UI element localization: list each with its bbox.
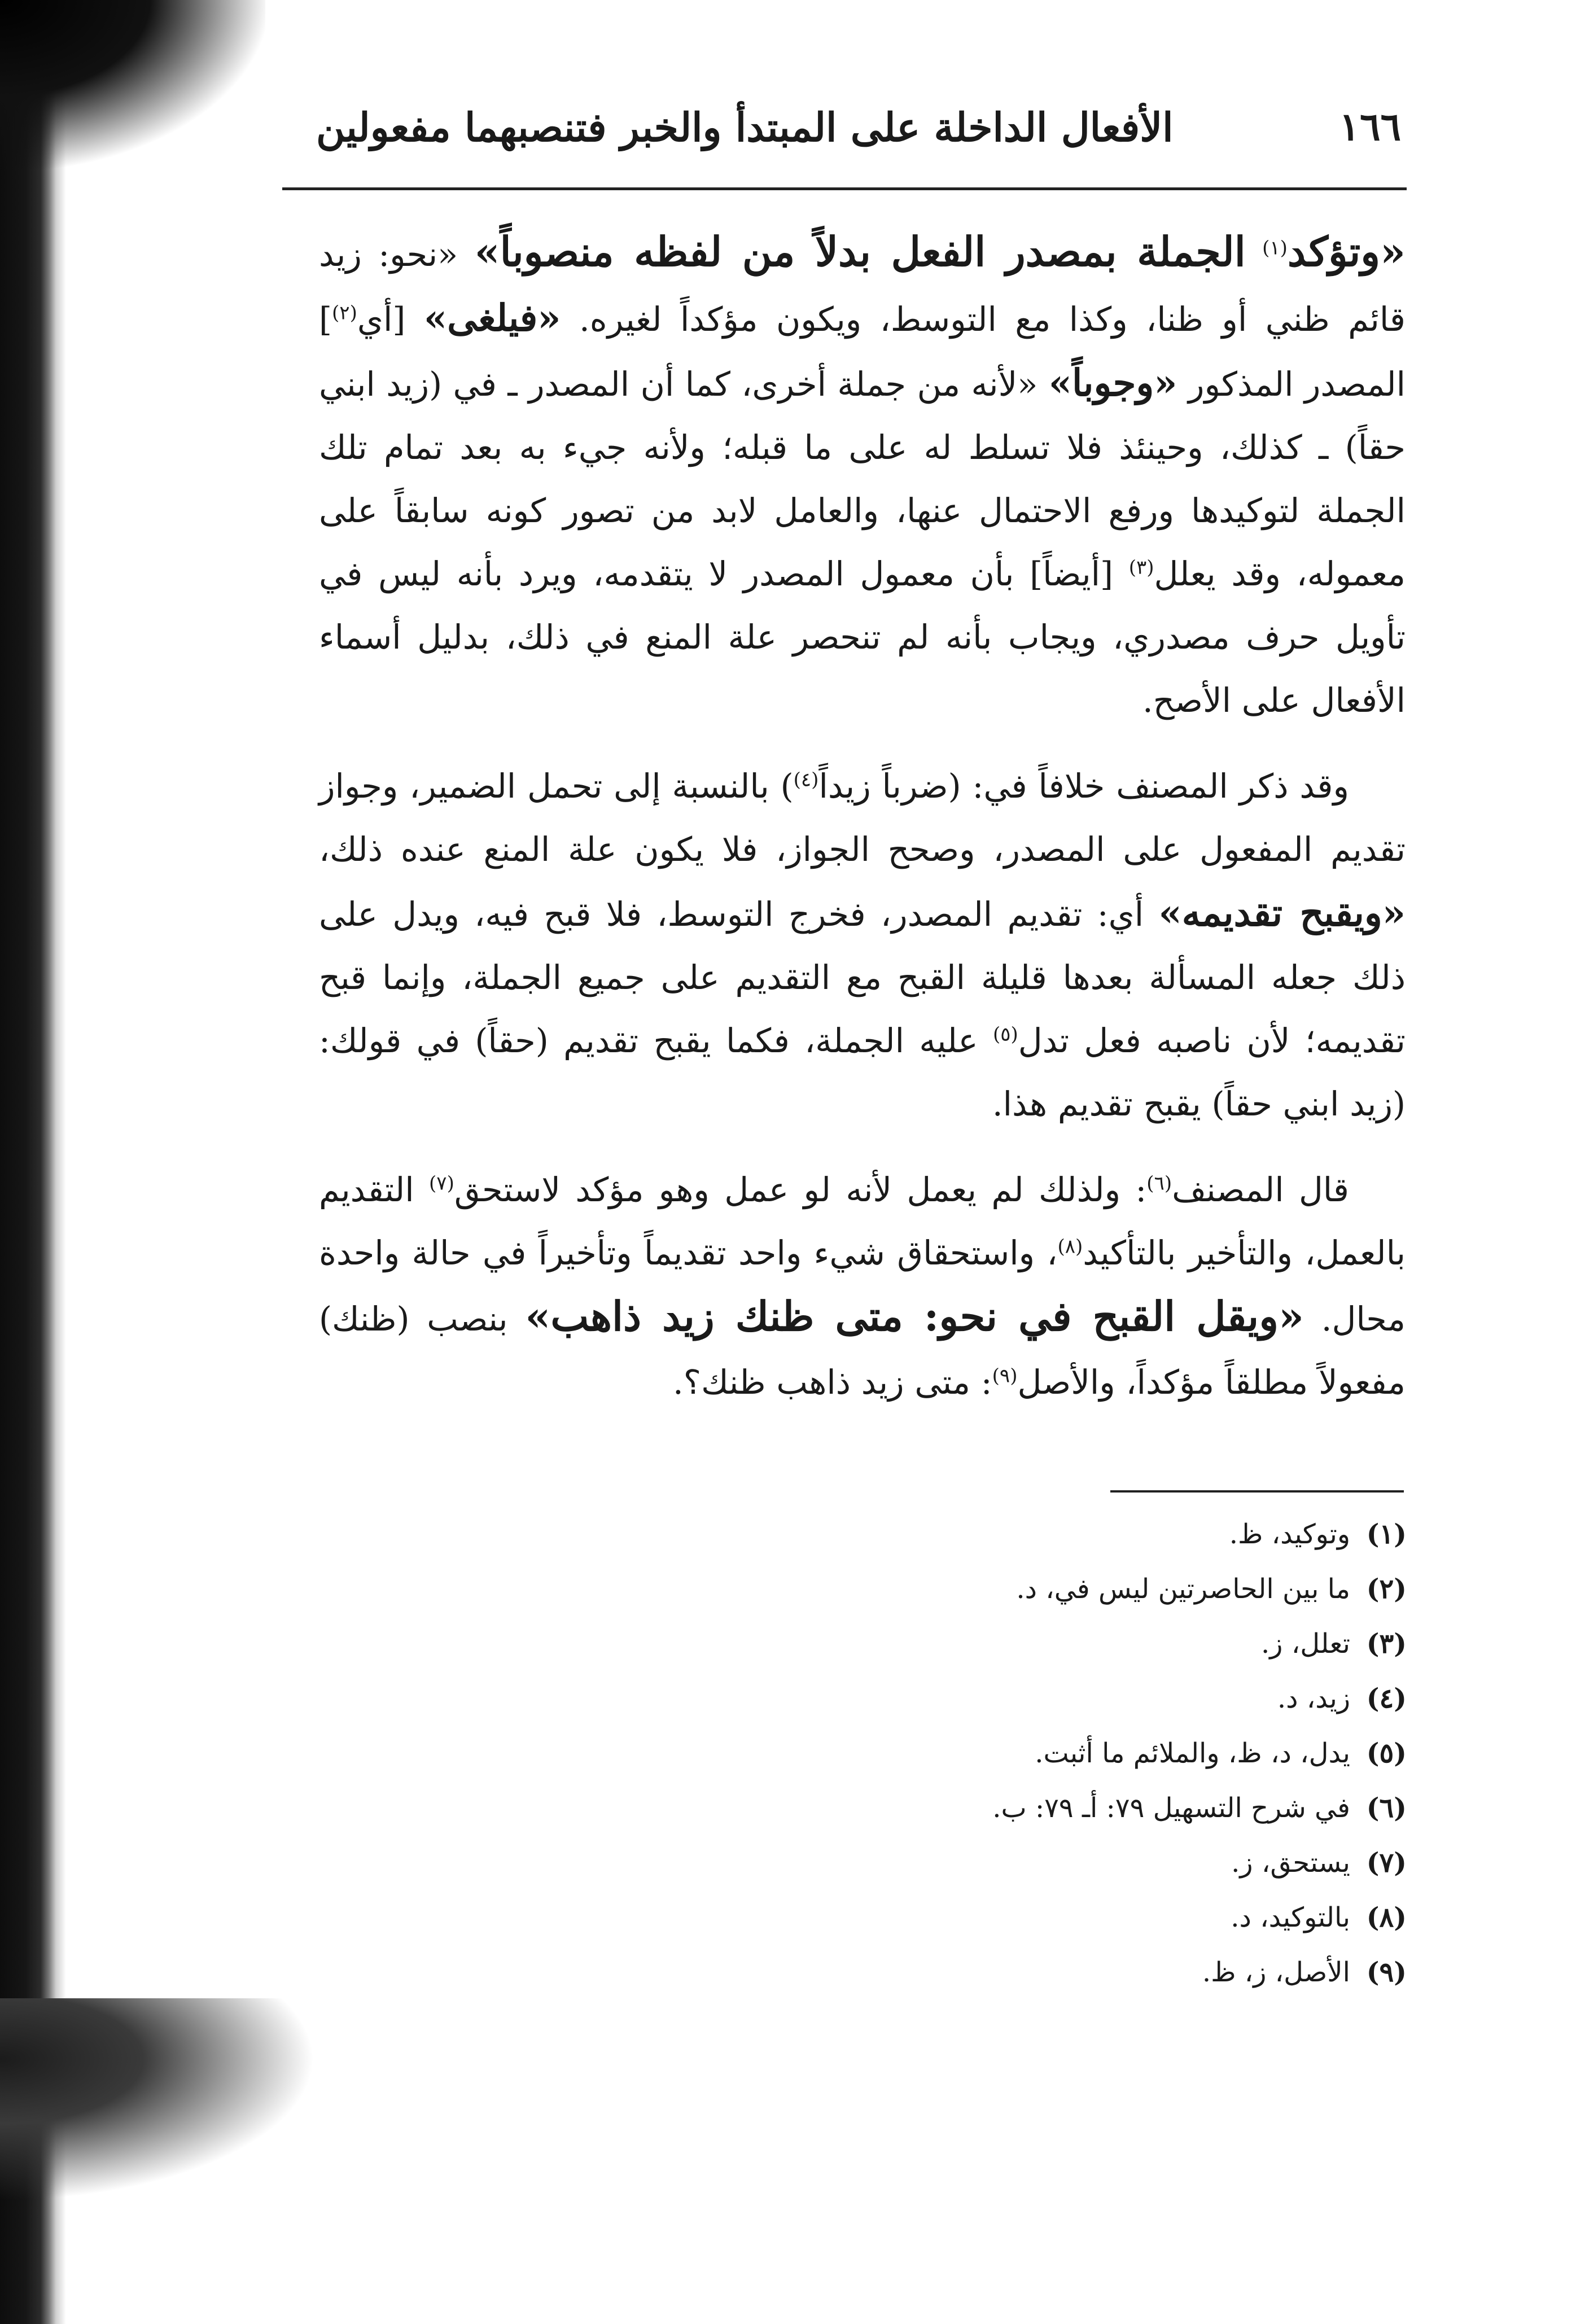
footnote-number: (٧)	[1366, 1847, 1407, 1879]
footnote-item	[673, 1671, 1407, 1726]
paragraph-3	[319, 1158, 1406, 1414]
footnote-text: في شرح التسهيل ٧٩: أـ ٧٩: ب.	[992, 1792, 1350, 1824]
matn-quote: «وتؤكد	[1287, 227, 1406, 275]
footnote-item	[673, 1890, 1407, 1945]
footnote-number: (٤)	[1366, 1683, 1407, 1714]
commentary-text: عليه الجملة، فكما يقبح تقديم (حقاً) في قولك: (زيد ابني حقاً) يقبح تقديم هذا.	[319, 1021, 1406, 1123]
footnote-number: (٩)	[1366, 1957, 1407, 1988]
commentary-text: [أي	[357, 300, 406, 339]
footnote-text: الأصل، ز، ظ.	[1202, 1957, 1350, 1988]
footnote-item	[673, 1562, 1407, 1617]
footnote-ref: (٤)	[793, 768, 819, 791]
page-number: ١٦٦	[1339, 104, 1401, 150]
main-text	[319, 220, 1406, 1437]
commentary-text: «لأنه من جملة أخرى، كما أن المصدر ـ في (زيد ابني حقاً) ـ كذلك، وحينئذ فلا تسلط له على ما قبله؛ ولأنه جيء به بعد تمام تلك الجملة لتوكيدها ورفع الاحتمال عنها، والعامل لابد من تصور كونه سابقاً على معموله، وقد يعلل	[319, 365, 1406, 593]
paragraph-1	[319, 220, 1406, 732]
page-header	[316, 85, 1401, 169]
footnote-rule	[1110, 1490, 1404, 1493]
footnote-ref: (٥)	[992, 1023, 1018, 1046]
matn-quote: «ويقل القبح في نحو: متى ظنك زيد ذاهب»	[525, 1292, 1304, 1340]
footnote-text: ما بين الحاصرتين ليس في، د.	[1016, 1573, 1350, 1605]
scan-corner-shadow-top	[0, 0, 265, 169]
commentary-text: : ولذلك لم يعمل لأنه لو عمل وهو مؤكد لاستحق	[454, 1170, 1147, 1209]
footnote-number: (٣)	[1366, 1628, 1407, 1660]
footnote-ref: (١)	[1262, 237, 1288, 260]
commentary-text: [أيضاً] بأن معمول المصدر لا يتقدمه، ويرد بأنه ليس في تأويل حرف مصدري، ويجاب بأنه لم تنحصر علة المنع في ذلك، بدليل أسماء الأفعال على الأصح.	[319, 554, 1406, 720]
footnote-text: بالتوكيد، د.	[1231, 1902, 1350, 1933]
footnotes	[673, 1507, 1407, 2000]
matn-quote: «فيلغى»	[423, 296, 561, 340]
footnote-ref: (٨)	[1057, 1235, 1083, 1258]
commentary-text: ] المصدر المذكور	[319, 300, 1406, 404]
paragraph-2	[319, 755, 1406, 1136]
running-title: الأفعال الداخلة على المبتدأ والخبر فتنصبهما مفعولين	[316, 103, 1174, 151]
commentary-text: وقد ذكر المصنف خلافاً في: (ضرباً زيداً	[818, 767, 1349, 806]
footnote-text: يستحق، ز.	[1231, 1847, 1350, 1879]
footnote-number: (٨)	[1366, 1902, 1407, 1933]
matn-quote: الجملة بمصدر الفعل بدلاً من لفظه منصوباً»	[474, 227, 1246, 275]
footnote-text: يدل، د، ظ، والملائم ما أثبت.	[1035, 1737, 1350, 1769]
footnote-item	[673, 1781, 1407, 1836]
commentary-text: «نحو: زيد قائم ظني أو ظنا، وكذا مع التوسط، ويكون مؤكداً لغيره.	[319, 235, 1406, 339]
footnote-item	[673, 1617, 1407, 1671]
commentary-text: بنصب (ظنك) مفعولاً مطلقاً مؤكداً، والأصل	[319, 1299, 1406, 1402]
footnote-ref: (٣)	[1128, 556, 1154, 579]
commentary-text: : متى زيد ذاهب ظنك؟.	[673, 1363, 992, 1402]
header-rule	[282, 187, 1407, 190]
commentary-text: قال المصنف	[1172, 1170, 1349, 1209]
footnote-number: (٦)	[1366, 1792, 1407, 1824]
matn-quote: «ويقبح تقديمه»	[1158, 891, 1406, 935]
footnote-ref: (٩)	[992, 1364, 1018, 1388]
commentary-text: أي: تقديم المصدر، فخرج التوسط، فلا قبح فيه، ويدل على ذلك جعله المسألة بعدها قليلة القبح مع التقديم على جميع الجملة، وإنما قبح تقديمه؛ لأن ناصبه فعل تدل	[319, 895, 1406, 1060]
footnote-item	[673, 1836, 1407, 1890]
footnote-number: (٢)	[1366, 1573, 1407, 1605]
scan-corner-shadow-bottom	[0, 1998, 316, 2202]
footnote-ref: (٧)	[429, 1172, 454, 1195]
footnote-number: (٥)	[1366, 1737, 1407, 1769]
footnote-text: زيد، د.	[1277, 1683, 1350, 1714]
footnote-text: وتوكيد، ظ.	[1229, 1518, 1350, 1550]
commentary-text: ) بالنسبة إلى تحمل الضمير، وجواز تقديم المفعول على المصدر، وصحح الجواز، فلا يكون علة المنع عنده ذلك،	[319, 767, 1406, 869]
matn-quote: «وجوباً»	[1048, 361, 1177, 405]
commentary-text: التقديم بالعمل، والتأخير بالتأكيد	[319, 1170, 1406, 1272]
footnote-ref: (٢)	[332, 301, 357, 325]
scan-binding-shadow	[0, 0, 85, 2324]
footnote-item	[673, 1726, 1407, 1781]
commentary-text: ، واستحقاق شيء واحد تقديماً وتأخيراً في حالة واحدة محال.	[319, 1233, 1406, 1338]
footnote-number: (١)	[1366, 1518, 1407, 1550]
footnote-item	[673, 1507, 1407, 1562]
footnote-ref: (٦)	[1146, 1172, 1172, 1195]
footnote-item	[673, 1945, 1407, 2000]
footnote-text: تعلل، ز.	[1261, 1628, 1350, 1660]
